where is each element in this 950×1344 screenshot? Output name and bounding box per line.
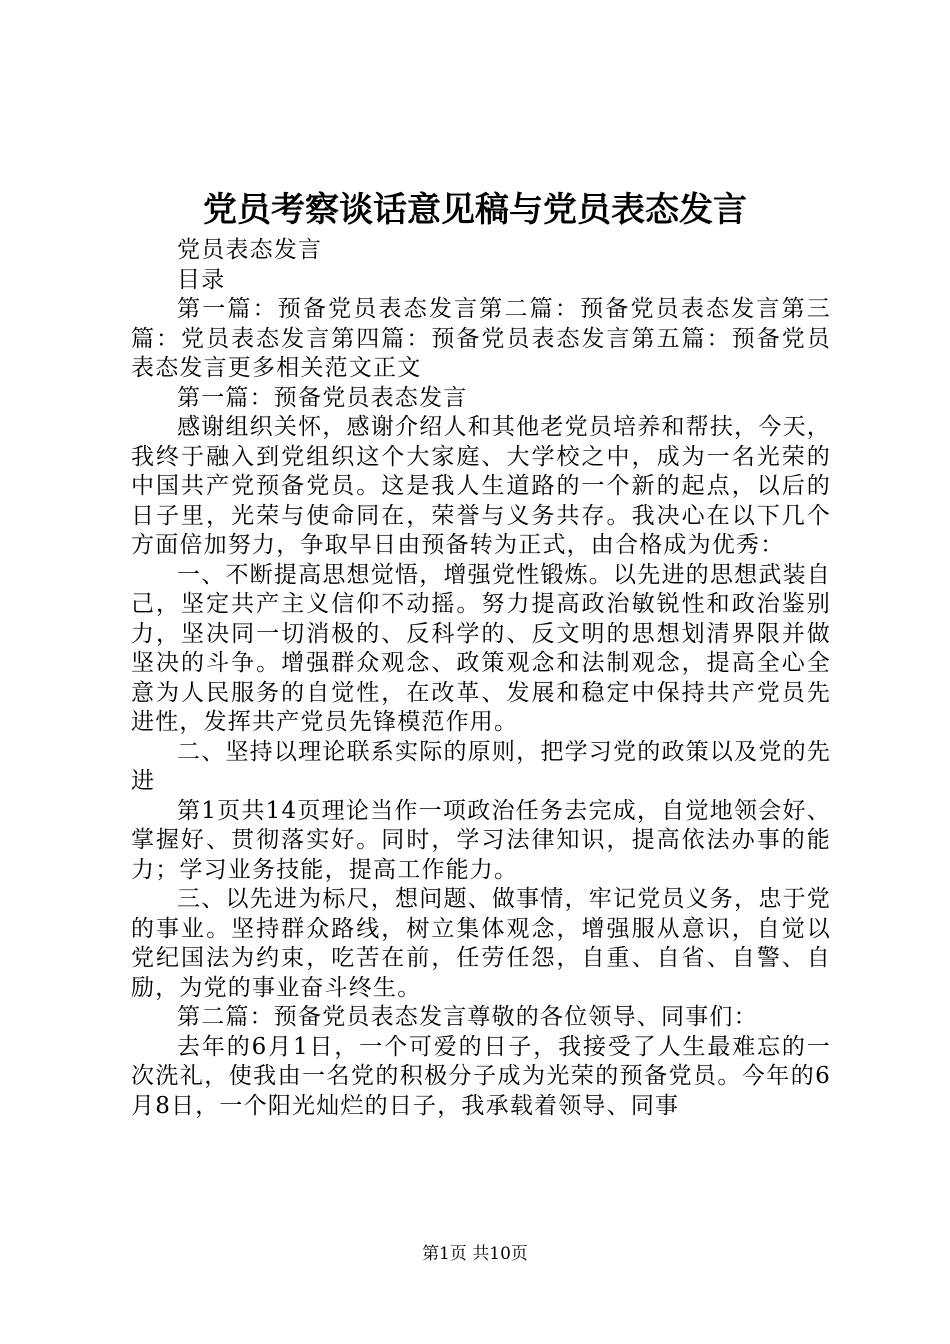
paragraph: 目录 [177,266,226,293]
page-footer: 第1页 共10页 [422,1244,528,1264]
paragraph: 三、以先进为标尺，想问题、做事情，牢记党员义务，忠于党的事业。坚持群众路线，树立集体观念，增强服从意识，自觉以党纪国法为约束，吃苦在前，任劳任怨，自重、自省、自警、自励，为党的事业奋斗终生。 [131,886,831,1001]
paragraph: 第1页共14页理论当作一项政治任务去完成，自觉地领会好、掌握好、贯彻落实好。同时，学习法律知识，提高依法办事的能力；学习业务技能，提高工作能力。 [131,797,831,883]
document-title: 党员考察谈话意见稿与党员表态发言 [203,190,747,230]
paragraph: 第一篇：预备党员表态发言第二篇：预备党员表态发言第三篇：党员表态发言第四篇：预备党员表态发言第五篇：预备党员表态发言更多相关范文正文 [131,296,831,381]
paragraph: 党员表态发言 [177,237,323,263]
paragraph: 第二篇：预备党员表态发言尊敬的各位领导、同事们： [177,1004,758,1030]
paragraph: 第一篇：预备党员表态发言 [177,384,468,411]
paragraph: 去年的6月1日，一个可爱的日子，我接受了人生最难忘的一次洗礼，使我由一名党的积极分子成为光荣的预备党员。今年的6月8日，一个阳光灿烂的日子，我承载着领导、同事 [131,1033,831,1119]
paragraph: 二、坚持以理论联系实际的原则，把学习党的政策以及党的先进 [131,738,831,794]
paragraph: 一、不断提高思想觉悟，增强党性锻炼。以先进的思想武装自己，坚定共产主义信仰不动摇。努力提高政治敏锐性和政治鉴别力，坚决同一切消极的、反科学的、反文明的思想划清界限并做坚决的斗争。增强群众观念、政策观念和法制观念，提高全心全意为人民服务的自觉性，在改革、发展和稳定中保持共产党员先进性，发挥共产党员先锋模范作用。 [131,561,831,735]
paragraph: 感谢组织关怀，感谢介绍人和其他老党员培养和帮扶，今天，我终于融入到党组织这个大家庭、大学校之中，成为一名光荣的中国共产党预备党员。这是我人生道路的一个新的起点，以后的日子里，光荣与使命同在，荣誉与义务共存。我决心在以下几个方面倍加努力，争取早日由预备转为正式，由合格成为优秀： [131,414,831,558]
document-body [131,236,831,1121]
